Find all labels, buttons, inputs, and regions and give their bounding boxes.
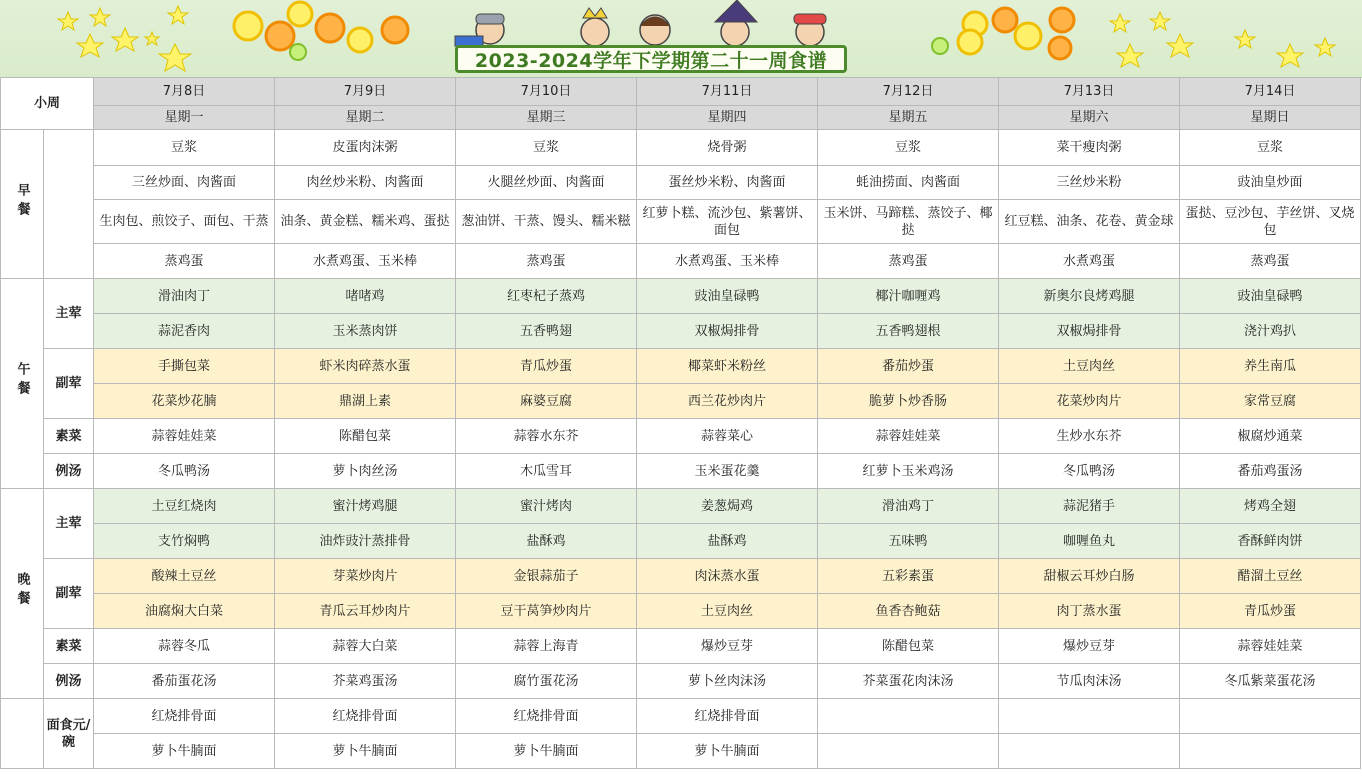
lunch-row <box>1 454 1361 489</box>
menu-cell[interactable]: 肉丁蒸水蛋 <box>999 594 1180 629</box>
category-label-empty[interactable] <box>1 699 44 769</box>
category-label[interactable]: 主荤 <box>44 489 94 559</box>
menu-cell[interactable]: 生炒水东芥 <box>999 419 1180 454</box>
category-label[interactable]: 素菜 <box>44 629 94 664</box>
menu-cell[interactable]: 蒜蓉上海青 <box>456 629 637 664</box>
menu-cell[interactable]: 蒜蓉娃娃菜 <box>94 419 275 454</box>
menu-cell[interactable]: 烧骨粥 <box>637 130 818 166</box>
weekday-cell[interactable]: 星期二 <box>275 106 456 130</box>
menu-body <box>1 78 1361 769</box>
menu-cell[interactable]: 油炸豉汁蒸排骨 <box>275 524 456 559</box>
menu-cell[interactable]: 油条、黄金糕、糯米鸡、蛋挞 <box>275 200 456 244</box>
menu-cell[interactable]: 甜椒云耳炒白肠 <box>999 559 1180 594</box>
menu-cell[interactable]: 水煮鸡蛋、玉米棒 <box>637 244 818 279</box>
menu-cell[interactable]: 青瓜炒蛋 <box>456 349 637 384</box>
menu-cell[interactable]: 蒜蓉冬瓜 <box>94 629 275 664</box>
category-label[interactable]: 主荤 <box>44 279 94 349</box>
star-icon <box>145 32 159 45</box>
star-icon <box>1235 30 1255 48</box>
cartoon-kids-icon <box>455 0 826 46</box>
menu-cell[interactable]: 爆炒豆芽 <box>637 629 818 664</box>
menu-cell[interactable]: 支竹焖鸭 <box>94 524 275 559</box>
lunch-row <box>1 349 1361 384</box>
menu-cell[interactable]: 蒜蓉娃娃菜 <box>818 419 999 454</box>
menu-cell[interactable]: 皮蛋肉沫粥 <box>275 130 456 166</box>
menu-cell[interactable]: 滑油肉丁 <box>94 279 275 314</box>
menu-cell[interactable]: 蜜汁烤鸡腿 <box>275 489 456 524</box>
menu-cell[interactable]: 三丝炒面、肉酱面 <box>94 166 275 200</box>
menu-cell[interactable]: 三丝炒米粉 <box>999 166 1180 200</box>
menu-cell[interactable]: 豉油皇碌鸭 <box>1180 279 1361 314</box>
menu-cell[interactable]: 萝卜肉丝汤 <box>275 454 456 489</box>
page-title: 2023-2024学年下学期第二十一周食谱 <box>474 49 828 72</box>
breakfast-row <box>1 200 1361 244</box>
menu-cell[interactable]: 火腿丝炒面、肉酱面 <box>456 166 637 200</box>
menu-cell[interactable]: 陈醋包菜 <box>818 629 999 664</box>
menu-cell[interactable]: 烤鸡全翅 <box>1180 489 1361 524</box>
category-label[interactable]: 副荤 <box>44 559 94 629</box>
menu-cell[interactable]: 蛋丝炒米粉、肉酱面 <box>637 166 818 200</box>
menu-cell[interactable]: 新奥尔良烤鸡腿 <box>999 279 1180 314</box>
menu-cell[interactable]: 蒜蓉菜心 <box>637 419 818 454</box>
menu-cell[interactable]: 蒜蓉娃娃菜 <box>1180 629 1361 664</box>
weekday-cell[interactable]: 星期一 <box>94 106 275 130</box>
menu-cell[interactable]: 红烧排骨面 <box>456 699 637 734</box>
weekday-cell[interactable]: 星期六 <box>999 106 1180 130</box>
menu-banner <box>0 0 1362 78</box>
menu-cell[interactable]: 椰菜虾米粉丝 <box>637 349 818 384</box>
star-icon <box>1315 38 1335 56</box>
date-cell[interactable]: 7月11日 <box>637 78 818 106</box>
lunch-row <box>1 419 1361 454</box>
menu-cell[interactable] <box>1180 699 1361 734</box>
lunch-row <box>1 384 1361 419</box>
noodle-row <box>1 699 1361 734</box>
menu-cell[interactable]: 盐酥鸡 <box>637 524 818 559</box>
weekday-row <box>1 106 1361 130</box>
category-label-empty[interactable] <box>44 130 94 279</box>
star-icon <box>77 34 103 57</box>
meal-label-dinner[interactable] <box>1 489 44 699</box>
menu-cell[interactable]: 盐酥鸡 <box>456 524 637 559</box>
menu-cell[interactable] <box>999 734 1180 769</box>
menu-cell[interactable] <box>818 699 999 734</box>
star-icon <box>1110 14 1130 32</box>
menu-cell[interactable]: 萝卜牛腩面 <box>456 734 637 769</box>
title-plate <box>455 45 847 73</box>
date-row <box>1 78 1361 106</box>
menu-cell[interactable]: 红烧排骨面 <box>275 699 456 734</box>
date-cell[interactable]: 7月10日 <box>456 78 637 106</box>
menu-cell[interactable]: 豆浆 <box>94 130 275 166</box>
menu-cell[interactable]: 冬瓜紫菜蛋花汤 <box>1180 664 1361 699</box>
noodle-row <box>1 734 1361 769</box>
menu-cell[interactable]: 青瓜云耳炒肉片 <box>275 594 456 629</box>
date-cell[interactable]: 7月14日 <box>1180 78 1361 106</box>
weekday-cell[interactable]: 星期日 <box>1180 106 1361 130</box>
menu-cell[interactable]: 五香鸭翅根 <box>818 314 999 349</box>
breakfast-row <box>1 130 1361 166</box>
date-cell[interactable]: 7月12日 <box>818 78 999 106</box>
dinner-row <box>1 489 1361 524</box>
menu-cell[interactable]: 椒腐炒通菜 <box>1180 419 1361 454</box>
menu-cell[interactable]: 土豆肉丝 <box>637 594 818 629</box>
breakfast-row <box>1 166 1361 200</box>
menu-cell[interactable] <box>999 699 1180 734</box>
weekday-cell[interactable]: 星期三 <box>456 106 637 130</box>
menu-cell[interactable]: 花菜炒花腩 <box>94 384 275 419</box>
menu-cell[interactable]: 豆浆 <box>818 130 999 166</box>
menu-cell[interactable]: 椰汁咖喱鸡 <box>818 279 999 314</box>
menu-cell[interactable]: 蛋挞、豆沙包、芋丝饼、叉烧包 <box>1180 200 1361 244</box>
menu-cell[interactable]: 蒸鸡蛋 <box>818 244 999 279</box>
menu-cell[interactable] <box>818 734 999 769</box>
menu-cell[interactable]: 番茄炒蛋 <box>818 349 999 384</box>
menu-cell[interactable]: 萝卜牛腩面 <box>637 734 818 769</box>
menu-cell[interactable]: 蒸鸡蛋 <box>1180 244 1361 279</box>
menu-cell[interactable]: 菜干瘦肉粥 <box>999 130 1180 166</box>
menu-cell[interactable]: 芥菜蛋花肉沫汤 <box>818 664 999 699</box>
menu-cell[interactable]: 萝卜牛腩面 <box>94 734 275 769</box>
menu-cell[interactable]: 芽菜炒肉片 <box>275 559 456 594</box>
meal-label-text: 晚餐 <box>14 572 30 610</box>
menu-cell[interactable]: 蚝油捞面、肉酱面 <box>818 166 999 200</box>
menu-cell[interactable]: 腐竹蛋花汤 <box>456 664 637 699</box>
menu-cell[interactable]: 双椒焗排骨 <box>637 314 818 349</box>
menu-cell[interactable]: 香酥鲜肉饼 <box>1180 524 1361 559</box>
menu-cell[interactable]: 爆炒豆芽 <box>999 629 1180 664</box>
menu-cell[interactable]: 五味鸭 <box>818 524 999 559</box>
menu-cell[interactable]: 金银蒜茄子 <box>456 559 637 594</box>
menu-cell[interactable]: 双椒焗排骨 <box>999 314 1180 349</box>
menu-cell[interactable]: 土豆肉丝 <box>999 349 1180 384</box>
star-icon <box>1150 12 1170 30</box>
menu-cell[interactable]: 家常豆腐 <box>1180 384 1361 419</box>
menu-cell[interactable]: 红豆糕、油条、花卷、黄金球 <box>999 200 1180 244</box>
weekday-cell[interactable]: 星期四 <box>637 106 818 130</box>
dinner-row <box>1 559 1361 594</box>
menu-cell[interactable]: 蜜汁烤肉 <box>456 489 637 524</box>
menu-cell[interactable]: 滑油鸡丁 <box>818 489 999 524</box>
menu-cell[interactable]: 油腐焖大白菜 <box>94 594 275 629</box>
lunch-row <box>1 314 1361 349</box>
menu-cell[interactable]: 鼎湖上素 <box>275 384 456 419</box>
meal-label-text: 午餐 <box>14 362 30 400</box>
menu-cell[interactable]: 五彩素蛋 <box>818 559 999 594</box>
menu-cell[interactable]: 虾米肉碎蒸水蛋 <box>275 349 456 384</box>
menu-cell[interactable]: 土豆红烧肉 <box>94 489 275 524</box>
star-icon <box>1167 34 1193 57</box>
menu-cell[interactable]: 蒜蓉大白菜 <box>275 629 456 664</box>
star-icon <box>159 44 191 71</box>
lunch-row <box>1 279 1361 314</box>
menu-cell[interactable]: 陈醋包菜 <box>275 419 456 454</box>
dinner-row <box>1 664 1361 699</box>
menu-cell[interactable]: 冬瓜鸭汤 <box>999 454 1180 489</box>
menu-cell[interactable]: 蒸鸡蛋 <box>94 244 275 279</box>
star-icon <box>112 28 138 51</box>
menu-cell[interactable]: 蒜泥香肉 <box>94 314 275 349</box>
menu-cell[interactable]: 肉沫蒸水蛋 <box>637 559 818 594</box>
menu-cell[interactable]: 萝卜牛腩面 <box>275 734 456 769</box>
menu-cell[interactable]: 玉米蒸肉饼 <box>275 314 456 349</box>
menu-cell[interactable]: 玉米饼、马蹄糕、蒸饺子、椰挞 <box>818 200 999 244</box>
menu-cell[interactable]: 芥菜鸡蛋汤 <box>275 664 456 699</box>
menu-table <box>0 77 1361 769</box>
menu-cell[interactable]: 番茄鸡蛋汤 <box>1180 454 1361 489</box>
meal-label-lunch[interactable] <box>1 279 44 489</box>
menu-cell[interactable]: 水煮鸡蛋 <box>999 244 1180 279</box>
meal-label-breakfast[interactable] <box>1 130 44 279</box>
star-icon <box>90 8 110 26</box>
menu-cell[interactable]: 节瓜肉沫汤 <box>999 664 1180 699</box>
menu-cell[interactable]: 咖喱鱼丸 <box>999 524 1180 559</box>
weekday-cell[interactable]: 星期五 <box>818 106 999 130</box>
menu-cell[interactable]: 青瓜炒蛋 <box>1180 594 1361 629</box>
menu-cell[interactable]: 生肉包、煎饺子、面包、干蒸 <box>94 200 275 244</box>
meal-label-text: 早餐 <box>14 182 30 221</box>
menu-cell[interactable]: 豉油皇炒面 <box>1180 166 1361 200</box>
menu-cell[interactable]: 蒜蓉水东芥 <box>456 419 637 454</box>
dinner-row <box>1 594 1361 629</box>
menu-cell[interactable]: 醋溜土豆丝 <box>1180 559 1361 594</box>
menu-cell[interactable]: 蒸鸡蛋 <box>456 244 637 279</box>
menu-cell[interactable]: 玉米蛋花羹 <box>637 454 818 489</box>
star-icon <box>58 12 78 30</box>
menu-cell[interactable]: 豆浆 <box>456 130 637 166</box>
star-icon <box>1117 44 1143 67</box>
menu-cell[interactable]: 豆浆 <box>1180 130 1361 166</box>
star-icon <box>168 6 188 24</box>
category-label[interactable]: 例汤 <box>44 454 94 489</box>
menu-cell[interactable]: 红烧排骨面 <box>94 699 275 734</box>
dinner-row <box>1 524 1361 559</box>
menu-cell[interactable]: 番茄蛋花汤 <box>94 664 275 699</box>
menu-cell[interactable]: 红萝卜糕、流沙包、紫薯饼、面包 <box>637 200 818 244</box>
menu-cell[interactable] <box>1180 734 1361 769</box>
date-cell[interactable]: 7月13日 <box>999 78 1180 106</box>
category-label[interactable]: 副荤 <box>44 349 94 419</box>
menu-cell[interactable]: 红烧排骨面 <box>637 699 818 734</box>
menu-cell[interactable]: 冬瓜鸭汤 <box>94 454 275 489</box>
menu-cell[interactable]: 手撕包菜 <box>94 349 275 384</box>
menu-cell[interactable]: 姜葱焗鸡 <box>637 489 818 524</box>
menu-cell[interactable]: 水煮鸡蛋、玉米棒 <box>275 244 456 279</box>
menu-cell[interactable]: 鱼香杏鲍菇 <box>818 594 999 629</box>
menu-cell[interactable]: 脆萝卜炒香肠 <box>818 384 999 419</box>
noodle-label[interactable]: 面食元/碗 <box>44 699 94 769</box>
category-label[interactable]: 素菜 <box>44 419 94 454</box>
menu-cell[interactable]: 啫啫鸡 <box>275 279 456 314</box>
dinner-row <box>1 629 1361 664</box>
menu-cell[interactable]: 养生南瓜 <box>1180 349 1361 384</box>
category-label[interactable]: 例汤 <box>44 664 94 699</box>
menu-cell[interactable]: 蒜泥猪手 <box>999 489 1180 524</box>
date-cell[interactable]: 7月8日 <box>94 78 275 106</box>
menu-cell[interactable]: 麻婆豆腐 <box>456 384 637 419</box>
menu-cell[interactable]: 肉丝炒米粉、肉酱面 <box>275 166 456 200</box>
date-cell[interactable]: 7月9日 <box>275 78 456 106</box>
menu-cell[interactable]: 葱油饼、干蒸、馒头、糯米糍 <box>456 200 637 244</box>
menu-cell[interactable]: 红萝卜玉米鸡汤 <box>818 454 999 489</box>
menu-cell[interactable]: 木瓜雪耳 <box>456 454 637 489</box>
menu-cell[interactable]: 豆干莴笋炒肉片 <box>456 594 637 629</box>
menu-cell[interactable]: 五香鸭翅 <box>456 314 637 349</box>
menu-cell[interactable]: 西兰花炒肉片 <box>637 384 818 419</box>
menu-cell[interactable]: 豉油皇碌鸭 <box>637 279 818 314</box>
menu-cell[interactable]: 花菜炒肉片 <box>999 384 1180 419</box>
menu-cell[interactable]: 红枣杞子蒸鸡 <box>456 279 637 314</box>
menu-cell[interactable]: 浇汁鸡扒 <box>1180 314 1361 349</box>
menu-cell[interactable]: 萝卜丝肉沫汤 <box>637 664 818 699</box>
menu-cell[interactable]: 酸辣土豆丝 <box>94 559 275 594</box>
breakfast-row <box>1 244 1361 279</box>
corner-label[interactable]: 小周 <box>1 78 94 130</box>
star-icon <box>1277 44 1303 67</box>
